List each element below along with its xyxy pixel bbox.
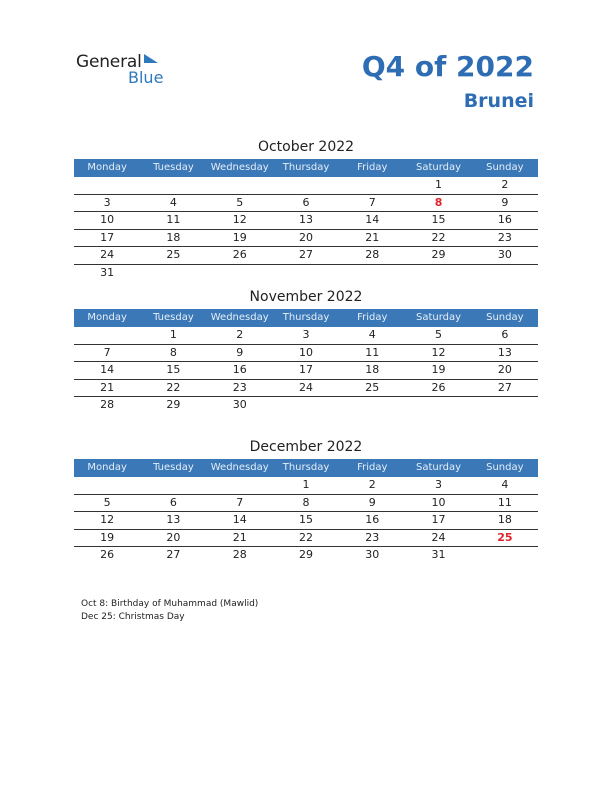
- calendar-november: [74, 287, 538, 414]
- day-cell: 18: [140, 229, 206, 247]
- day-cell: 30: [472, 247, 538, 265]
- month-title: October 2022: [257, 139, 355, 155]
- day-cell: 5: [405, 327, 471, 344]
- week-row: [74, 397, 538, 414]
- day-cell: 17: [74, 229, 140, 247]
- day-cell: 29: [298, 548, 313, 562]
- day-cell: 27: [166, 548, 181, 562]
- day-cell: 4: [140, 194, 206, 212]
- day-cell: 9: [339, 494, 405, 512]
- day-cell: 21: [339, 229, 405, 247]
- week-row: [74, 327, 538, 344]
- day-cell: 26: [207, 247, 273, 265]
- day-cell: 19: [74, 529, 140, 547]
- empty-cell: [140, 477, 206, 494]
- week-row: [74, 379, 538, 397]
- day-cell: 28: [100, 398, 115, 412]
- day-cell: 28: [232, 548, 247, 562]
- day-cell: 7: [339, 194, 405, 212]
- day-cell: 27: [472, 379, 538, 397]
- day-cell: 12: [207, 212, 273, 230]
- day-cell: 11: [339, 344, 405, 362]
- day-cell: 16: [339, 512, 405, 530]
- day-cell: 4: [472, 477, 538, 494]
- week-row: [74, 247, 538, 265]
- weekday-header: Tuesday: [140, 159, 206, 177]
- day-cell: 1: [405, 177, 471, 194]
- day-cell: 11: [140, 212, 206, 230]
- empty-cell: [207, 264, 273, 281]
- weekday-header: Friday: [339, 459, 405, 477]
- day-cell: 8: [140, 344, 206, 362]
- holiday-notes: [81, 598, 258, 624]
- empty-cell: [472, 264, 538, 281]
- day-cell: 22: [273, 529, 339, 547]
- empty-cell: [339, 397, 405, 414]
- weekday-header: Friday: [339, 159, 405, 177]
- weekday-header: Tuesday: [140, 459, 206, 477]
- calendar-december: [74, 437, 538, 564]
- day-cell: 7: [207, 494, 273, 512]
- day-cell: 3: [405, 477, 471, 494]
- empty-cell: [472, 547, 538, 564]
- empty-cell: [140, 264, 206, 281]
- week-row: [74, 362, 538, 380]
- week-row: [74, 194, 538, 212]
- day-cell: 29: [166, 398, 181, 412]
- day-cell: 20: [472, 362, 538, 380]
- day-cell: 19: [405, 362, 471, 380]
- empty-cell: [74, 477, 140, 494]
- week-row: [74, 512, 538, 530]
- empty-cell: [74, 327, 140, 344]
- day-cell: 22: [405, 229, 471, 247]
- day-cell: 26: [405, 379, 471, 397]
- holiday-note: Oct 8: Birthday of Muhammad (Mawlid): [81, 599, 259, 609]
- day-cell: 28: [339, 247, 405, 265]
- week-row: [74, 177, 538, 194]
- day-cell: 21: [74, 379, 140, 397]
- empty-cell: [273, 264, 339, 281]
- empty-cell: [207, 177, 273, 194]
- day-cell: 9: [207, 344, 273, 362]
- day-cell: 25: [339, 379, 405, 397]
- day-cell: 25: [140, 247, 206, 265]
- month-grid: [74, 459, 538, 564]
- day-cell: 23: [339, 529, 405, 547]
- weekday-header: Wednesday: [207, 459, 273, 477]
- empty-cell: [74, 177, 140, 194]
- day-cell: 10: [273, 344, 339, 362]
- weekday-header: Tuesday: [140, 309, 206, 327]
- day-cell: 20: [273, 229, 339, 247]
- logo-word-blue: Blue: [128, 68, 164, 87]
- logo-word-general: General: [76, 52, 142, 72]
- day-cell: 1: [140, 327, 206, 344]
- day-cell: 22: [140, 379, 206, 397]
- month-title: December 2022: [249, 439, 363, 455]
- day-cell: 24: [273, 379, 339, 397]
- day-cell: 13: [273, 212, 339, 230]
- day-cell: 25: [472, 529, 538, 547]
- day-cell: 20: [140, 529, 206, 547]
- day-cell: 24: [405, 529, 471, 547]
- day-cell: 30: [232, 398, 247, 412]
- empty-cell: [207, 477, 273, 494]
- weekday-header: Thursday: [273, 309, 339, 327]
- weekday-header: Friday: [339, 309, 405, 327]
- day-cell: 3: [273, 327, 339, 344]
- weekday-header: Sunday: [472, 459, 538, 477]
- holiday-note: Dec 25: Christmas Day: [81, 612, 185, 622]
- week-row: [74, 229, 538, 247]
- day-cell: 12: [74, 512, 140, 530]
- week-row: [74, 494, 538, 512]
- weekday-header: Thursday: [273, 159, 339, 177]
- day-cell: 2: [207, 327, 273, 344]
- logo-flag-icon: [144, 54, 158, 63]
- day-cell: 2: [339, 477, 405, 494]
- page-title: Q4 of 2022: [361, 50, 534, 83]
- weekday-header: Monday: [74, 309, 140, 327]
- day-cell: 11: [472, 494, 538, 512]
- empty-cell: [339, 264, 405, 281]
- day-cell: 15: [140, 362, 206, 380]
- day-cell: 13: [140, 512, 206, 530]
- day-cell: 8: [273, 494, 339, 512]
- day-cell: 31: [431, 548, 446, 562]
- weekday-header: Thursday: [273, 459, 339, 477]
- weekday-header: Sunday: [472, 309, 538, 327]
- weekday-header: Saturday: [405, 459, 471, 477]
- month-grid: [74, 159, 538, 281]
- day-cell: 14: [339, 212, 405, 230]
- week-row: [74, 547, 538, 564]
- weekday-header: Saturday: [405, 309, 471, 327]
- week-row: [74, 477, 538, 494]
- empty-cell: [472, 397, 538, 414]
- day-cell: 5: [207, 194, 273, 212]
- day-cell: 4: [339, 327, 405, 344]
- day-cell: 6: [140, 494, 206, 512]
- week-row: [74, 264, 538, 281]
- day-cell: 9: [472, 194, 538, 212]
- day-cell: 15: [273, 512, 339, 530]
- empty-cell: [405, 397, 471, 414]
- day-cell: 23: [472, 229, 538, 247]
- day-cell: 16: [207, 362, 273, 380]
- week-row: [74, 529, 538, 547]
- day-cell: 14: [74, 362, 140, 380]
- month-grid: [74, 309, 538, 414]
- month-title: November 2022: [249, 289, 363, 305]
- day-cell: 10: [405, 494, 471, 512]
- day-cell: 16: [472, 212, 538, 230]
- day-cell: 5: [74, 494, 140, 512]
- day-cell: 29: [405, 247, 471, 265]
- weekday-header: Sunday: [472, 159, 538, 177]
- day-cell: 21: [207, 529, 273, 547]
- day-cell: 23: [207, 379, 273, 397]
- day-cell: 17: [273, 362, 339, 380]
- weekday-header: Saturday: [405, 159, 471, 177]
- day-cell: 26: [100, 548, 115, 562]
- calendar-october: [74, 137, 538, 281]
- generalblue-logo: [76, 52, 176, 92]
- day-cell: 24: [74, 247, 140, 265]
- day-cell: 8: [405, 194, 471, 212]
- weekday-header: Wednesday: [207, 309, 273, 327]
- empty-cell: [273, 177, 339, 194]
- day-cell: 1: [273, 477, 339, 494]
- empty-cell: [273, 397, 339, 414]
- empty-cell: [405, 264, 471, 281]
- day-cell: 10: [74, 212, 140, 230]
- day-cell: 18: [339, 362, 405, 380]
- day-cell: 14: [207, 512, 273, 530]
- day-cell: 31: [100, 265, 115, 279]
- day-cell: 13: [472, 344, 538, 362]
- weekday-header: Wednesday: [207, 159, 273, 177]
- week-row: [74, 212, 538, 230]
- day-cell: 3: [74, 194, 140, 212]
- day-cell: 19: [207, 229, 273, 247]
- weekday-header: Monday: [74, 459, 140, 477]
- day-cell: 27: [273, 247, 339, 265]
- day-cell: 30: [365, 548, 380, 562]
- empty-cell: [140, 177, 206, 194]
- week-row: [74, 344, 538, 362]
- weekday-header: Monday: [74, 159, 140, 177]
- day-cell: 18: [472, 512, 538, 530]
- day-cell: 6: [273, 194, 339, 212]
- day-cell: 6: [472, 327, 538, 344]
- day-cell: 2: [472, 177, 538, 194]
- day-cell: 7: [74, 344, 140, 362]
- day-cell: 15: [405, 212, 471, 230]
- empty-cell: [339, 177, 405, 194]
- day-cell: 17: [405, 512, 471, 530]
- country-name: Brunei: [463, 90, 534, 112]
- day-cell: 12: [405, 344, 471, 362]
